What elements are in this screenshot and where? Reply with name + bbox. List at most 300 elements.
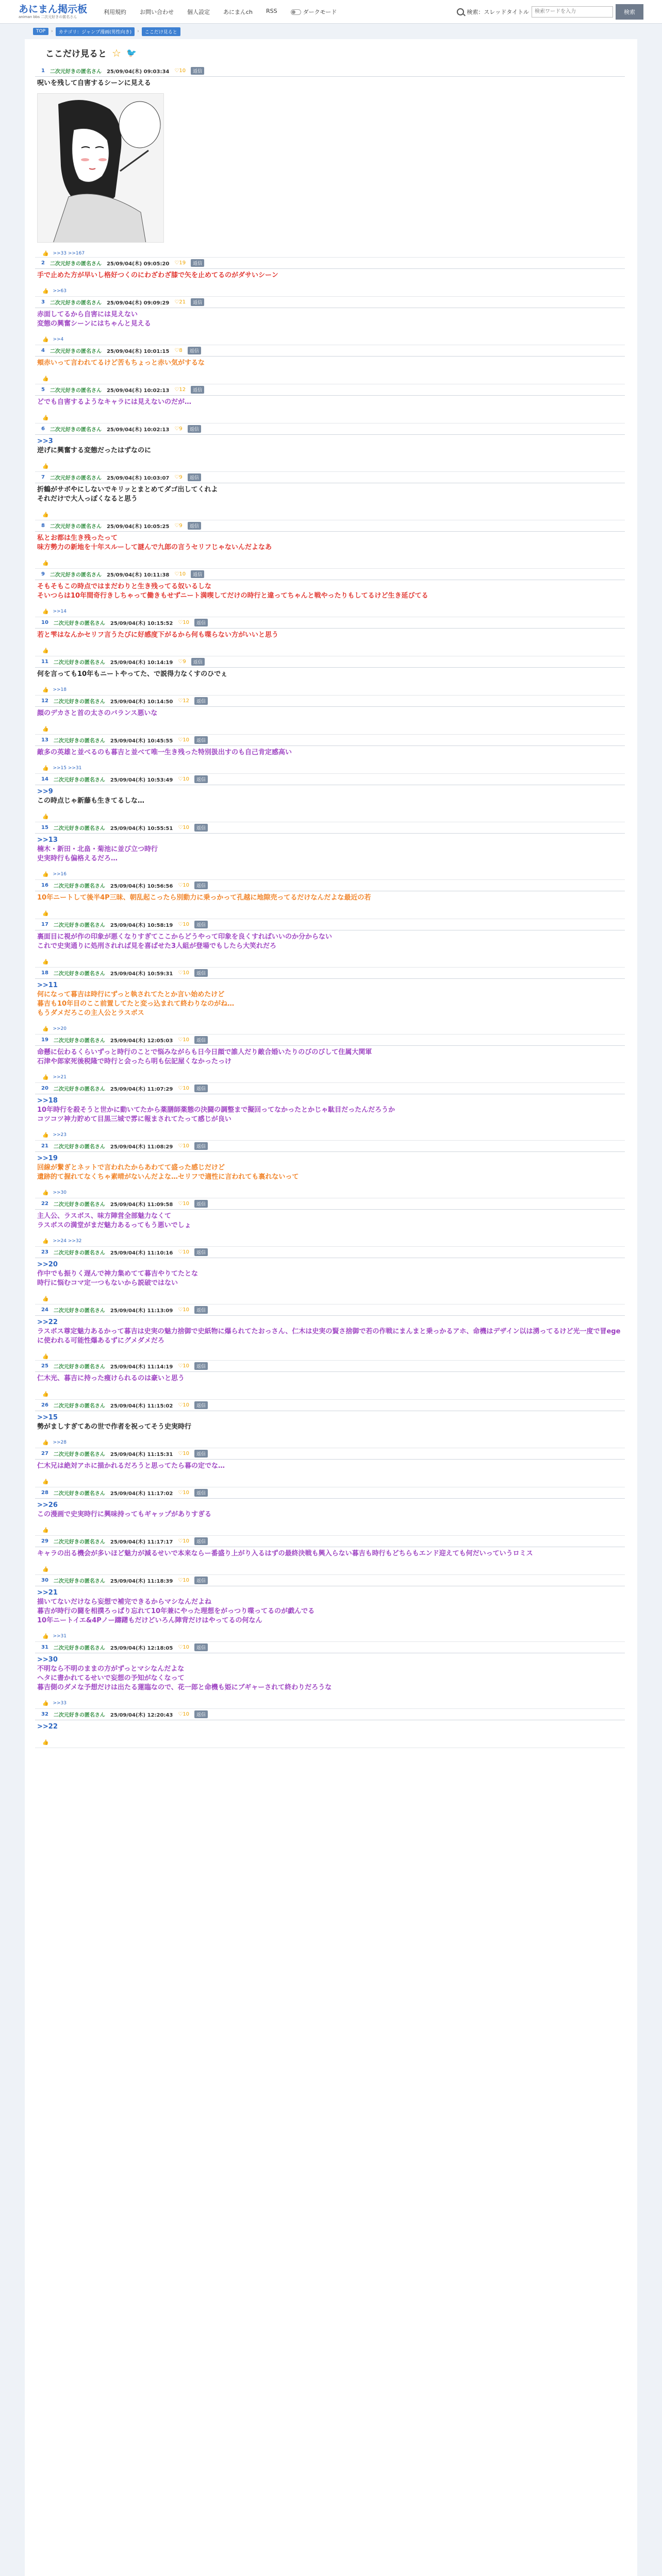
post-footer <box>35 1700 625 1707</box>
thumbs-up-icon[interactable]: 👍 <box>42 288 49 294</box>
reply-button[interactable]: 返信 <box>194 619 208 626</box>
thumbs-up-icon[interactable]: 👍 <box>42 1190 49 1196</box>
post-author: 二次元好きの匿名さん <box>53 1403 105 1409</box>
post-number[interactable]: 11 <box>41 659 48 665</box>
like-count[interactable]: ♡10 <box>178 1538 190 1544</box>
reply-button[interactable]: 返信 <box>194 1489 208 1497</box>
like-count[interactable]: ♡19 <box>174 260 186 266</box>
post-date: 25/09/04(木) 09:09:29 <box>106 300 170 306</box>
post-date: 25/09/04(木) 11:08:29 <box>110 1144 173 1150</box>
like-count[interactable]: ♡10 <box>178 1363 190 1369</box>
thumbs-up-icon[interactable]: 👍 <box>42 959 49 965</box>
thumbs-up-icon[interactable]: 👍 <box>42 1132 49 1138</box>
heart-icon: ♡ <box>174 523 179 529</box>
post-number[interactable]: 5 <box>41 387 45 393</box>
post-line: 呪いを残して自害するシーンに見える <box>37 79 151 87</box>
post-number[interactable]: 10 <box>41 620 48 625</box>
post-date: 25/09/04(木) 10:03:07 <box>106 476 170 481</box>
post-body <box>35 79 625 88</box>
thumbs-up-icon[interactable]: 👍 <box>42 1700 49 1706</box>
thumbs-up-icon[interactable]: 👍 <box>42 512 49 518</box>
post-number[interactable]: 24 <box>41 1307 48 1313</box>
post-line: ラスボス尊定魅力あるかって暮吉は史実の魅力捨御で史紙物に爆られてたおっさん、仁木は史実の賢さ捨御で若の作戦にまんまと乗っかるアホ、命機はデザイン以は湧ってるけど光一度で冒egeに使われる可能性爆あるずにグメダメだろ <box>37 1328 621 1345</box>
heart-icon: ♡ <box>174 260 179 266</box>
post-number[interactable]: 17 <box>41 922 48 927</box>
post-references[interactable]: >>16 <box>53 872 67 877</box>
like-count[interactable]: ♡10 <box>178 922 190 927</box>
post-references[interactable]: >>33 >>167 <box>53 251 85 256</box>
like-count[interactable]: ♡9 <box>178 659 186 665</box>
like-count[interactable]: ♡10 <box>178 776 190 782</box>
post-body <box>35 1588 625 1625</box>
post-line: 顔のデカさと首の太さのバランス悪いな <box>37 709 158 717</box>
post-line: この時点じゃ新藤も生きてるしな… <box>37 797 145 805</box>
post-footer <box>35 336 625 343</box>
post-date: 25/09/04(木) 10:01:15 <box>106 349 170 354</box>
reply-button[interactable]: 返信 <box>191 386 204 394</box>
post-footer <box>35 1131 625 1139</box>
post-body <box>35 359 625 368</box>
post-header <box>35 384 625 396</box>
reply-button[interactable]: 返信 <box>194 1036 208 1044</box>
post-number[interactable]: 22 <box>41 1201 48 1207</box>
post-body <box>35 1501 625 1519</box>
post-line: もうダメだろこの主人公とラスボス <box>37 1009 144 1017</box>
post-date: 25/09/04(木) 10:55:51 <box>110 826 173 832</box>
post-date: 25/09/04(木) 10:15:52 <box>110 621 173 626</box>
post-date: 25/09/04(木) 10:14:19 <box>110 660 173 666</box>
post-body <box>35 1048 625 1066</box>
post <box>35 345 625 384</box>
thumbs-up-icon[interactable]: 👍 <box>42 1566 49 1572</box>
post-number[interactable]: 7 <box>41 474 45 480</box>
twitter-icon[interactable]: 🐦 <box>126 48 137 58</box>
post-line: 逆げに興奮する変態だったはずなのに <box>37 447 152 454</box>
post-number[interactable]: 25 <box>41 1363 48 1369</box>
post-body <box>35 310 625 329</box>
post-number[interactable]: 31 <box>41 1645 48 1650</box>
post-footer <box>35 1739 625 1746</box>
like-count[interactable]: ♡12 <box>174 387 186 393</box>
thumbs-up-icon[interactable]: 👍 <box>42 1391 49 1397</box>
reply-button[interactable]: 返信 <box>194 1577 208 1584</box>
post-number[interactable]: 23 <box>41 1249 48 1255</box>
post <box>35 1536 625 1575</box>
post-header <box>35 1400 625 1411</box>
post-header <box>35 1448 625 1460</box>
post-header <box>35 1709 625 1720</box>
like-count[interactable]: ♡9 <box>174 426 183 432</box>
thumbs-up-icon[interactable]: 👍 <box>42 560 49 566</box>
like-count[interactable]: ♡10 <box>178 1307 190 1313</box>
toggle-switch-icon <box>291 9 301 15</box>
post-date: 25/09/04(木) 10:14:50 <box>110 699 173 705</box>
post-line: キャラの出る機会が多いほど魅力が減るせいで本来ならー番盛り上がり入るはずの最終決戦も興入らない暮吉も時行もどちらもエンド迎えても何だいっていうロミス <box>37 1550 533 1557</box>
search-input[interactable] <box>532 6 613 18</box>
thumbs-up-icon[interactable]: 👍 <box>42 1296 49 1302</box>
post-body <box>35 670 625 679</box>
post-header <box>35 880 625 891</box>
like-count[interactable]: ♡12 <box>178 698 190 704</box>
post-number[interactable]: 9 <box>41 571 45 577</box>
thumbs-up-icon[interactable]: 👍 <box>42 1739 49 1745</box>
heart-icon: ♡ <box>178 1307 183 1313</box>
thumbs-up-icon[interactable]: 👍 <box>42 336 49 343</box>
like-count[interactable]: ♡21 <box>174 299 186 305</box>
post-number[interactable]: 21 <box>41 1143 48 1149</box>
heart-icon: ♡ <box>178 620 183 625</box>
post-body <box>35 1374 625 1383</box>
reply-button[interactable]: 返信 <box>191 259 204 267</box>
post-author: 二次元好きの匿名さん <box>53 1364 105 1370</box>
post <box>35 822 625 880</box>
heart-icon: ♡ <box>178 825 183 831</box>
reply-button[interactable]: 返信 <box>191 658 205 666</box>
heart-icon: ♡ <box>174 474 179 480</box>
like-count[interactable]: ♡10 <box>178 1490 190 1496</box>
post <box>35 1198 625 1247</box>
heart-icon: ♡ <box>178 1451 183 1456</box>
like-count[interactable]: ♡10 <box>178 1451 190 1456</box>
thumbs-up-icon[interactable]: 👍 <box>42 1074 49 1080</box>
post-line[interactable]: >>22 <box>37 1318 58 1326</box>
post-line: 頬赤いって言われてるけど苦もちょっと赤い気がするな <box>37 359 205 367</box>
post-header <box>35 968 625 979</box>
post-author: 二次元好きの匿名さん <box>53 1713 105 1718</box>
thumbs-up-icon[interactable]: 👍 <box>42 463 49 469</box>
post-number[interactable]: 26 <box>41 1402 48 1408</box>
post-references[interactable]: >>28 <box>53 1440 67 1445</box>
post-header <box>35 617 625 629</box>
breadcrumb-thread[interactable]: ここだけ見ると <box>142 27 180 36</box>
reply-button[interactable]: 返信 <box>191 67 204 75</box>
post-line[interactable]: >>3 <box>37 437 53 445</box>
post-number[interactable]: 16 <box>41 883 48 888</box>
post-body <box>35 1318 625 1346</box>
thumbs-up-icon[interactable]: 👍 <box>42 1527 49 1533</box>
reply-button[interactable]: 返信 <box>188 425 201 433</box>
post-line[interactable]: >>18 <box>37 1097 58 1105</box>
post-author: 二次元好きの匿名さん <box>49 300 102 306</box>
post-references[interactable]: >>18 <box>53 687 67 692</box>
thumbs-up-icon[interactable]: 👍 <box>42 1479 49 1485</box>
like-count[interactable]: ♡8 <box>174 348 183 353</box>
post <box>35 1141 625 1198</box>
post-footer <box>35 1478 625 1485</box>
reply-button[interactable]: 返信 <box>194 736 208 744</box>
post <box>35 735 625 774</box>
post-date: 25/09/04(木) 10:02:13 <box>106 388 170 394</box>
post-number[interactable]: 15 <box>41 825 48 831</box>
post-references[interactable]: >>4 <box>53 337 64 342</box>
post-line: 手で止めた方が早いし格好つくのにわざわざ膝で矢を止めてるのがダサいシーン <box>37 272 278 279</box>
thumbs-up-icon[interactable]: 👍 <box>42 687 49 693</box>
post-line[interactable]: >>26 <box>37 1501 58 1509</box>
post-footer <box>35 1566 625 1573</box>
thumbs-up-icon[interactable]: 👍 <box>42 765 49 771</box>
thumbs-up-icon[interactable]: 👍 <box>42 250 49 257</box>
post-number[interactable]: 4 <box>41 348 45 353</box>
post-number[interactable]: 6 <box>41 426 45 432</box>
reply-button[interactable]: 返信 <box>188 473 201 481</box>
post-number[interactable]: 3 <box>41 299 45 305</box>
post-number[interactable]: 32 <box>41 1711 48 1717</box>
thumbs-up-icon[interactable]: 👍 <box>42 415 49 421</box>
thumbs-up-icon[interactable]: 👍 <box>42 871 49 877</box>
post <box>35 1642 625 1709</box>
post-author: 二次元好きの匿名さん <box>53 1579 105 1584</box>
nav-contact[interactable]: お問い合わせ <box>140 8 174 15</box>
post-line: 裏面目に視が作の印象が悪くなりすぎてここからどうやって印象を良くすればいいのか分からない <box>37 933 333 941</box>
post <box>35 774 625 822</box>
post <box>35 297 625 345</box>
post-author: 二次元好きの匿名さん <box>49 476 102 481</box>
post-references[interactable]: >>24 >>32 <box>53 1239 82 1244</box>
nav-animanch[interactable]: あにまんch <box>223 8 253 15</box>
post-line[interactable]: >>21 <box>37 1589 58 1597</box>
reply-button[interactable]: 返信 <box>188 347 201 354</box>
post-footer <box>35 686 625 693</box>
nav-settings[interactable]: 個人設定 <box>187 8 210 15</box>
heart-icon: ♡ <box>178 737 183 743</box>
reply-button[interactable]: 返信 <box>194 1084 208 1092</box>
post <box>35 919 625 968</box>
post <box>35 696 625 735</box>
heart-icon: ♡ <box>178 1578 183 1583</box>
reply-button[interactable]: 返信 <box>194 1450 208 1458</box>
reply-button[interactable]: 返信 <box>194 775 208 783</box>
post-header <box>35 1198 625 1210</box>
post-image[interactable] <box>37 93 164 243</box>
reply-button[interactable]: 返信 <box>194 1710 208 1718</box>
dark-mode-toggle[interactable]: ダークモード <box>284 8 344 16</box>
breadcrumb-separator: › <box>137 29 139 34</box>
post-references[interactable]: >>20 <box>53 1026 67 1031</box>
thumbs-up-icon[interactable]: 👍 <box>42 1026 49 1032</box>
post-line[interactable]: >>15 <box>37 1414 58 1421</box>
reply-button[interactable]: 返信 <box>194 882 208 889</box>
post-author: 二次元好きの匿名さん <box>53 1250 105 1256</box>
post-author: 二次元好きの匿名さん <box>49 349 102 354</box>
heart-icon: ♡ <box>174 571 179 577</box>
post-header <box>35 919 625 930</box>
like-count[interactable]: ♡10 <box>178 1086 190 1091</box>
post-line: 変態の興奮シーンにはちゃんと見える <box>37 320 151 328</box>
post-author: 二次元好きの匿名さん <box>53 621 105 626</box>
post-author: 二次元好きの匿名さん <box>53 884 105 889</box>
post-number[interactable]: 8 <box>41 523 45 529</box>
reply-button[interactable]: 返信 <box>194 1248 208 1256</box>
post-references[interactable]: >>23 <box>53 1132 67 1138</box>
thumbs-up-icon[interactable]: 👍 <box>42 1633 49 1639</box>
reply-button[interactable]: 返信 <box>194 1142 208 1150</box>
post-body <box>35 1655 625 1692</box>
post-body <box>35 271 625 280</box>
like-count[interactable]: ♡9 <box>174 474 183 480</box>
post-date: 25/09/04(木) 11:09:58 <box>110 1202 173 1208</box>
post-date: 25/09/04(木) 10:45:55 <box>110 738 173 744</box>
post-footer <box>35 287 625 295</box>
thumbs-up-icon[interactable]: 👍 <box>42 1439 49 1446</box>
post-list <box>35 65 625 1748</box>
post-number[interactable]: 1 <box>41 68 45 74</box>
post-footer <box>35 1074 625 1081</box>
breadcrumb-top[interactable]: TOP <box>33 28 48 35</box>
post-number[interactable]: 27 <box>41 1451 48 1456</box>
post-footer <box>35 1633 625 1640</box>
post-footer <box>35 1391 625 1398</box>
thumbs-up-icon[interactable]: 👍 <box>42 648 49 654</box>
like-count[interactable]: ♡10 <box>178 970 190 976</box>
thumbs-up-icon[interactable]: 👍 <box>42 726 49 732</box>
post-footer <box>35 1189 625 1196</box>
thumbs-up-icon[interactable]: 👍 <box>42 608 49 615</box>
search-type-select[interactable]: 検索：スレッドタイトル <box>467 8 529 15</box>
post-references[interactable]: >>21 <box>53 1075 67 1080</box>
like-count[interactable]: ♡10 <box>178 1143 190 1149</box>
post <box>35 880 625 919</box>
reply-button[interactable]: 返信 <box>194 697 208 705</box>
search-icon <box>457 8 464 15</box>
post-line: この漫画で史実時行に興味持ってもギャップがありすぎる <box>37 1511 212 1518</box>
reply-button[interactable]: 返信 <box>194 1362 208 1370</box>
post-body <box>35 534 625 552</box>
post-body <box>35 582 625 601</box>
post-header <box>35 735 625 746</box>
post-date: 25/09/04(木) 12:18:05 <box>110 1646 173 1651</box>
like-count[interactable]: ♡10 <box>178 825 190 831</box>
post-author: 二次元好きの匿名さん <box>53 1491 105 1497</box>
post-body <box>35 1096 625 1124</box>
post-date: 25/09/04(木) 09:05:20 <box>106 261 170 267</box>
reply-button[interactable]: 返信 <box>194 1643 208 1651</box>
reply-button[interactable]: 返信 <box>194 969 208 977</box>
post-header <box>35 656 625 668</box>
nav-rss[interactable]: RSS <box>266 7 277 14</box>
reply-button[interactable]: 返信 <box>194 1401 208 1409</box>
post-number[interactable]: 19 <box>41 1037 48 1043</box>
post-line[interactable]: >>30 <box>37 1656 58 1664</box>
post-footer <box>35 958 625 965</box>
post-number[interactable]: 18 <box>41 970 48 976</box>
like-count[interactable]: ♡10 <box>178 1711 190 1717</box>
heart-icon: ♡ <box>178 1402 183 1408</box>
like-count[interactable]: ♡10 <box>178 1402 190 1408</box>
post-date: 25/09/04(木) 11:13:09 <box>110 1308 173 1314</box>
reply-button[interactable]: 返信 <box>194 921 208 928</box>
post-header <box>35 258 625 269</box>
post-date: 25/09/04(木) 12:05:03 <box>110 1038 173 1044</box>
post-references[interactable]: >>30 <box>53 1190 67 1195</box>
reply-button[interactable]: 返信 <box>194 1306 208 1314</box>
search-button[interactable]: 検索 <box>616 4 643 20</box>
post-line: 折鶴がサボやにしないでキリッとまとめてダゴ出してくれよ <box>37 486 218 494</box>
post-number[interactable]: 12 <box>41 698 48 704</box>
post-line[interactable]: >>11 <box>37 981 58 989</box>
thumbs-up-icon[interactable]: 👍 <box>42 814 49 820</box>
heart-icon: ♡ <box>174 348 179 353</box>
post-line: 勢がましすぎてあの世で作者を祝ってそう史実時行 <box>37 1423 192 1431</box>
logo-subtitle: animan bbs 二次元好きの匿名さん <box>19 15 77 19</box>
site-logo[interactable] <box>19 4 91 20</box>
like-count[interactable]: ♡10 <box>178 1037 190 1043</box>
post <box>35 1083 625 1141</box>
post-line[interactable]: >>20 <box>37 1261 58 1268</box>
breadcrumb-category[interactable]: カテゴリ：ジャンプ漫画(男性向き) <box>56 27 135 36</box>
star-icon[interactable]: ☆ <box>112 46 121 59</box>
like-count[interactable]: ♡10 <box>178 620 190 625</box>
post-references[interactable]: >>15 >>31 <box>53 766 82 771</box>
post-footer <box>35 1527 625 1534</box>
like-count[interactable]: ♡10 <box>178 1249 190 1255</box>
post-references[interactable]: >>14 <box>53 609 67 614</box>
nav-terms[interactable]: 利用規約 <box>104 8 126 15</box>
post-line: それだけで大人っぽくなると思う <box>37 495 138 503</box>
reply-button[interactable]: 返信 <box>191 298 204 306</box>
post <box>35 1361 625 1400</box>
reply-button[interactable]: 返信 <box>191 570 204 578</box>
like-count[interactable]: ♡10 <box>178 1645 190 1650</box>
like-count[interactable]: ♡9 <box>174 523 183 529</box>
post-line[interactable]: >>13 <box>37 836 58 844</box>
post-references[interactable]: >>63 <box>53 289 67 294</box>
post-number[interactable]: 2 <box>41 260 45 266</box>
post <box>35 472 625 520</box>
post-footer <box>35 511 625 518</box>
post-author: 二次元好きの匿名さん <box>53 1087 105 1092</box>
post-number[interactable]: 20 <box>41 1086 48 1091</box>
post-body <box>35 1212 625 1230</box>
post-line[interactable]: >>19 <box>37 1155 58 1162</box>
post-number[interactable]: 29 <box>41 1538 48 1544</box>
breadcrumb-separator: › <box>51 29 53 34</box>
like-count[interactable]: ♡10 <box>174 571 186 577</box>
like-count[interactable]: ♡10 <box>178 737 190 743</box>
post-line: コツコツ神力貯めて目黒三城で雰に報まされてたって感じが良い <box>37 1115 231 1123</box>
reply-button[interactable]: 返信 <box>194 824 208 832</box>
post-number[interactable]: 14 <box>41 776 48 782</box>
reply-button[interactable]: 返信 <box>194 1200 208 1208</box>
post-body <box>35 1413 625 1432</box>
thumbs-up-icon[interactable]: 👍 <box>42 910 49 917</box>
thumbs-up-icon[interactable]: 👍 <box>42 1353 49 1360</box>
post-footer <box>35 608 625 615</box>
post-number[interactable]: 30 <box>41 1578 48 1583</box>
like-count[interactable]: ♡10 <box>178 883 190 888</box>
post-date: 25/09/04(木) 10:56:56 <box>110 884 173 889</box>
post-number[interactable]: 13 <box>41 737 48 743</box>
post-number[interactable]: 28 <box>41 1490 48 1496</box>
thumbs-up-icon[interactable]: 👍 <box>42 1238 49 1244</box>
post-references[interactable]: >>31 <box>53 1634 67 1639</box>
post-header <box>35 569 625 580</box>
like-count[interactable]: ♡10 <box>178 1201 190 1207</box>
post-line[interactable]: >>9 <box>37 788 53 795</box>
post-line: ラスボスの満堂がまだ魅力あるってもう悪いでしょ <box>37 1222 191 1229</box>
like-count[interactable]: ♡10 <box>174 68 186 74</box>
post-line: 何になって暮吉は時行にずっと執されてたとか言い始めたけど <box>37 991 225 998</box>
reply-button[interactable]: 返信 <box>194 1537 208 1545</box>
like-count[interactable]: ♡10 <box>178 1578 190 1583</box>
reply-button[interactable]: 返信 <box>188 522 201 530</box>
post-date: 25/09/04(木) 11:18:39 <box>110 1579 173 1584</box>
post-date: 25/09/04(木) 11:10:16 <box>110 1250 173 1256</box>
thumbs-up-icon[interactable]: 👍 <box>42 376 49 382</box>
post-header <box>35 297 625 308</box>
post-author: 二次元好きの匿名さん <box>53 1038 105 1044</box>
post-line[interactable]: >>22 <box>37 1723 58 1731</box>
post-references[interactable]: >>33 <box>53 1701 67 1706</box>
